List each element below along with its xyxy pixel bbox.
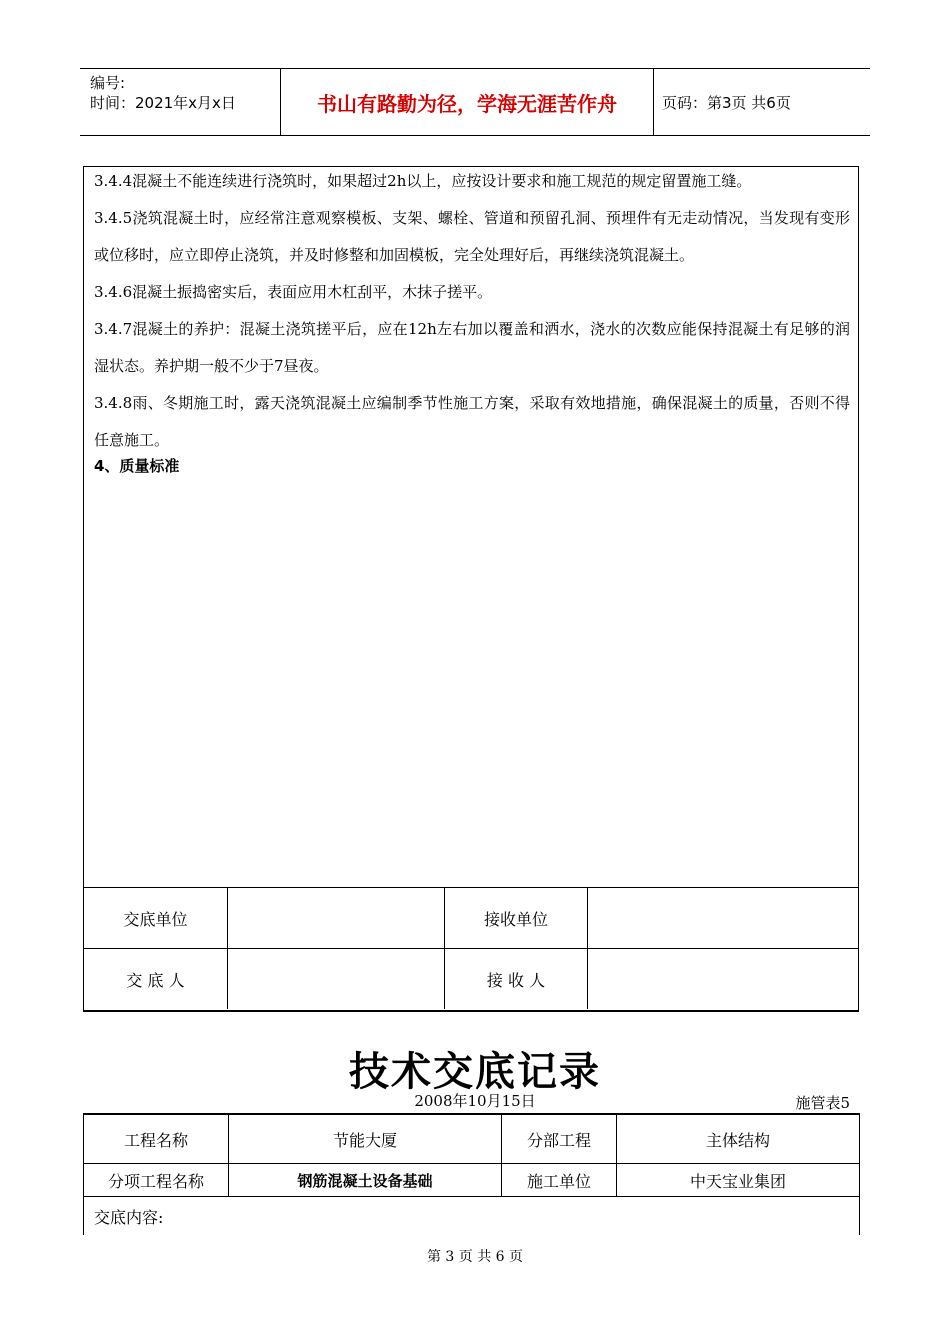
subitem-label: 分项工程名称 <box>84 1164 229 1197</box>
content-label: 交底内容: <box>84 1197 860 1236</box>
page-header <box>80 68 870 136</box>
handover-person-label: 交 底 人 <box>84 949 228 1010</box>
signoff-table <box>84 887 858 1009</box>
contractor-value: 中天宝业集团 <box>617 1164 860 1197</box>
division-value: 主体结构 <box>617 1114 860 1164</box>
subitem-value: 钢筋混凝土设备基础 <box>229 1164 502 1197</box>
handover-unit-label: 交底单位 <box>84 888 228 949</box>
project-name-value: 节能大厦 <box>229 1114 502 1164</box>
paragraph-3-4-6: 3.4.6混凝土振捣密实后，表面应用木杠刮平，木抹子搓平。 <box>94 283 493 301</box>
signoff-row-persons <box>84 949 858 1010</box>
time-label: 时间：2021年x月x日 <box>90 94 236 112</box>
header-meta <box>80 69 281 135</box>
info-row-content <box>84 1197 860 1236</box>
header-page-info: 页码：第3页 共6页 <box>662 93 791 112</box>
project-name-label: 工程名称 <box>84 1114 229 1164</box>
receiving-person-value[interactable] <box>588 949 859 1010</box>
page-footer: 第 3 页 共 6 页 <box>426 1249 524 1265</box>
handover-person-value[interactable] <box>228 949 445 1010</box>
record-info-table <box>83 1113 860 1235</box>
signoff-row-units <box>84 888 858 949</box>
info-row-project <box>84 1114 860 1164</box>
record-date: 2008年10月15日 <box>414 1092 536 1110</box>
header-motto: 书山有路勤为径，学海无涯苦作舟 <box>281 69 654 135</box>
record-title: 技术交底记录 <box>349 1049 601 1095</box>
receiving-person-label: 接 收 人 <box>445 949 588 1010</box>
receiving-unit-value[interactable] <box>588 888 859 949</box>
form-code: 施管表5 <box>795 1094 850 1112</box>
paragraph-3-4-7: 3.4.7混凝土的养护：混凝土浇筑搓平后，应在12h左右加以覆盖和洒水，浇水的次数应能保持混凝土有足够的润湿状态。养护期一般不少于7昼夜。 <box>94 320 850 375</box>
section-heading-quality: 4、质量标准 <box>94 457 180 475</box>
receiving-unit-label: 接收单位 <box>445 888 588 949</box>
contractor-label: 施工单位 <box>502 1164 617 1197</box>
division-label: 分部工程 <box>502 1114 617 1164</box>
content-box <box>83 166 859 1012</box>
paragraph-3-4-8: 3.4.8雨、冬期施工时，露天浇筑混凝土应编制季节性施工方案，采取有效地措施，确保混凝土的质量，否则不得任意施工。 <box>94 394 850 449</box>
paragraph-3-4-5: 3.4.5浇筑混凝土时，应经常注意观察模板、支架、螺栓、管道和预留孔洞、预埋件有无走动情况，当发现有变形或位移时，应立即停止浇筑，并及时修整和加固模板，完全处理好后，再继续浇筑混凝土。 <box>94 209 850 264</box>
info-row-subitem <box>84 1164 860 1197</box>
number-label: 编号: <box>90 74 126 92</box>
paragraph-3-4-4: 3.4.4混凝土不能连续进行浇筑时，如果超过2h以上，应按设计要求和施工规范的规定留置施工缝。 <box>94 172 752 190</box>
handover-unit-value[interactable] <box>228 888 445 949</box>
